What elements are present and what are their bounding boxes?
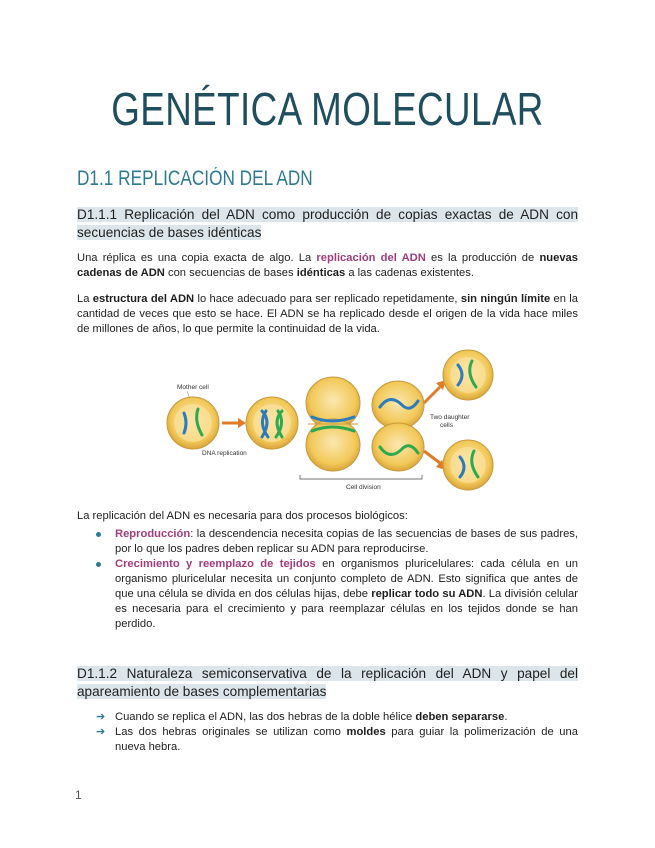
page-title: GENÉTICA MOLECULAR <box>111 83 544 135</box>
daughter-cell-2 <box>443 440 493 490</box>
p1-text-3: con secuencias de bases <box>164 267 297 279</box>
dividing-cell-1 <box>306 377 360 471</box>
subsection-heading-2 <box>77 665 578 701</box>
arrow-1-text-1: Cuando se replica el ADN, las dos hebras de la doble hélice <box>115 711 416 723</box>
page-number: 1 <box>75 788 82 802</box>
subsection-heading-1-text: D1.1.1 Replicación del ADN como producción de copias exactas de ADN con secuencias de bases idénticas <box>77 207 578 240</box>
mother-cell <box>167 397 219 449</box>
section-heading: D1.1 REPLICACIÓN DEL ADN <box>77 167 313 190</box>
p2-text-2: lo hace adecuado para ser replicado repetidamente, <box>194 293 461 305</box>
arrow-1-bold: deben separarse <box>415 711 505 723</box>
paragraph-3: La replicación del ADN es necesaria para dos procesos biológicos: <box>77 510 408 522</box>
subsection-heading-1 <box>77 206 578 242</box>
bullet-1-term: Reproducción <box>115 528 191 540</box>
arrow-right-icon: ➔ <box>96 726 106 738</box>
bullet-2-bold: replicar todo su ADN <box>371 588 483 600</box>
arrow-item-2 <box>77 725 578 755</box>
paragraph-1 <box>77 251 578 281</box>
bullet-2-text-1: en organismos pluricelulares: cada célula en un organismo pluricelular necesita un conjunto completo de ADN. Esto significa que antes de que una célula se divida en dos células hijas, debe <box>115 558 578 600</box>
arrow-2-bold: moldes <box>346 726 386 738</box>
label-mother-cell: Mother cell <box>177 384 209 391</box>
bullet-list <box>77 527 578 632</box>
p1-text-4: a las cadenas existentes. <box>345 267 474 279</box>
p1-text-2: es la producción de <box>425 252 540 264</box>
arrow-1-text-2: . <box>504 711 508 723</box>
bullet-2-text-2: . La división celular es necesaria para el crecimiento y para reemplazar células en los tejidos donde se han perdido. <box>115 588 578 630</box>
bullet-reproduccion <box>77 527 578 557</box>
subsection-heading-2-text: D1.1.2 Naturaleza semiconservativa de la replicación del ADN y papel del apareamiento de bases complementarias <box>77 666 578 699</box>
p1-bold-identicas: idénticas <box>296 267 346 279</box>
arrow-right-icon: ➔ <box>96 711 106 723</box>
replicating-cell <box>246 397 298 449</box>
p2-bold-estructura: estructura del ADN <box>92 293 195 305</box>
p1-bold-nuevas-cadenas: nuevas cadenas de ADN <box>77 252 578 279</box>
p1-term-replicacion: replicación del ADN <box>316 252 426 264</box>
label-dna-replication: DNA replication <box>202 450 247 457</box>
arrow-list <box>77 710 578 755</box>
bullet-1-text: : la descendencia necesita copias de las secuencias de bases de sus padres, por lo que los padres deben replicar su ADN para reproducirse. <box>115 528 578 555</box>
p1-text-1: Una réplica es una copia exacta de algo. La <box>77 252 317 264</box>
dividing-cell-2 <box>372 381 424 471</box>
dna-replication-diagram <box>150 347 510 495</box>
paragraph-2 <box>77 292 578 337</box>
p2-bold-sin-limite: sin ningún límite <box>460 293 551 305</box>
bullet-2-term: Crecimiento y reemplazo de tejidos <box>115 558 316 570</box>
arrow-2-text-1: Las dos hebras originales se utilizan como <box>115 726 347 738</box>
label-cell-division: Cell division <box>346 484 381 491</box>
arrow-2-text-2: para guiar la polimerización de una nueva hebra. <box>115 726 578 753</box>
p2-text-1: La <box>77 293 93 305</box>
arrow-item-1 <box>77 710 578 725</box>
bullet-dot-icon <box>96 532 101 537</box>
daughter-cell-1 <box>443 350 493 400</box>
label-daughter-cells-2: cells <box>440 422 454 429</box>
p2-text-3: en la cantidad de veces que esto se hace. El ADN se ha replicado desde el origen de la vida hace miles de millones de años, lo que permite la continuidad de la vida. <box>77 293 578 335</box>
bullet-dot-icon <box>96 562 101 567</box>
bullet-crecimiento <box>77 557 578 632</box>
label-daughter-cells-1: Two daughter <box>430 414 470 421</box>
